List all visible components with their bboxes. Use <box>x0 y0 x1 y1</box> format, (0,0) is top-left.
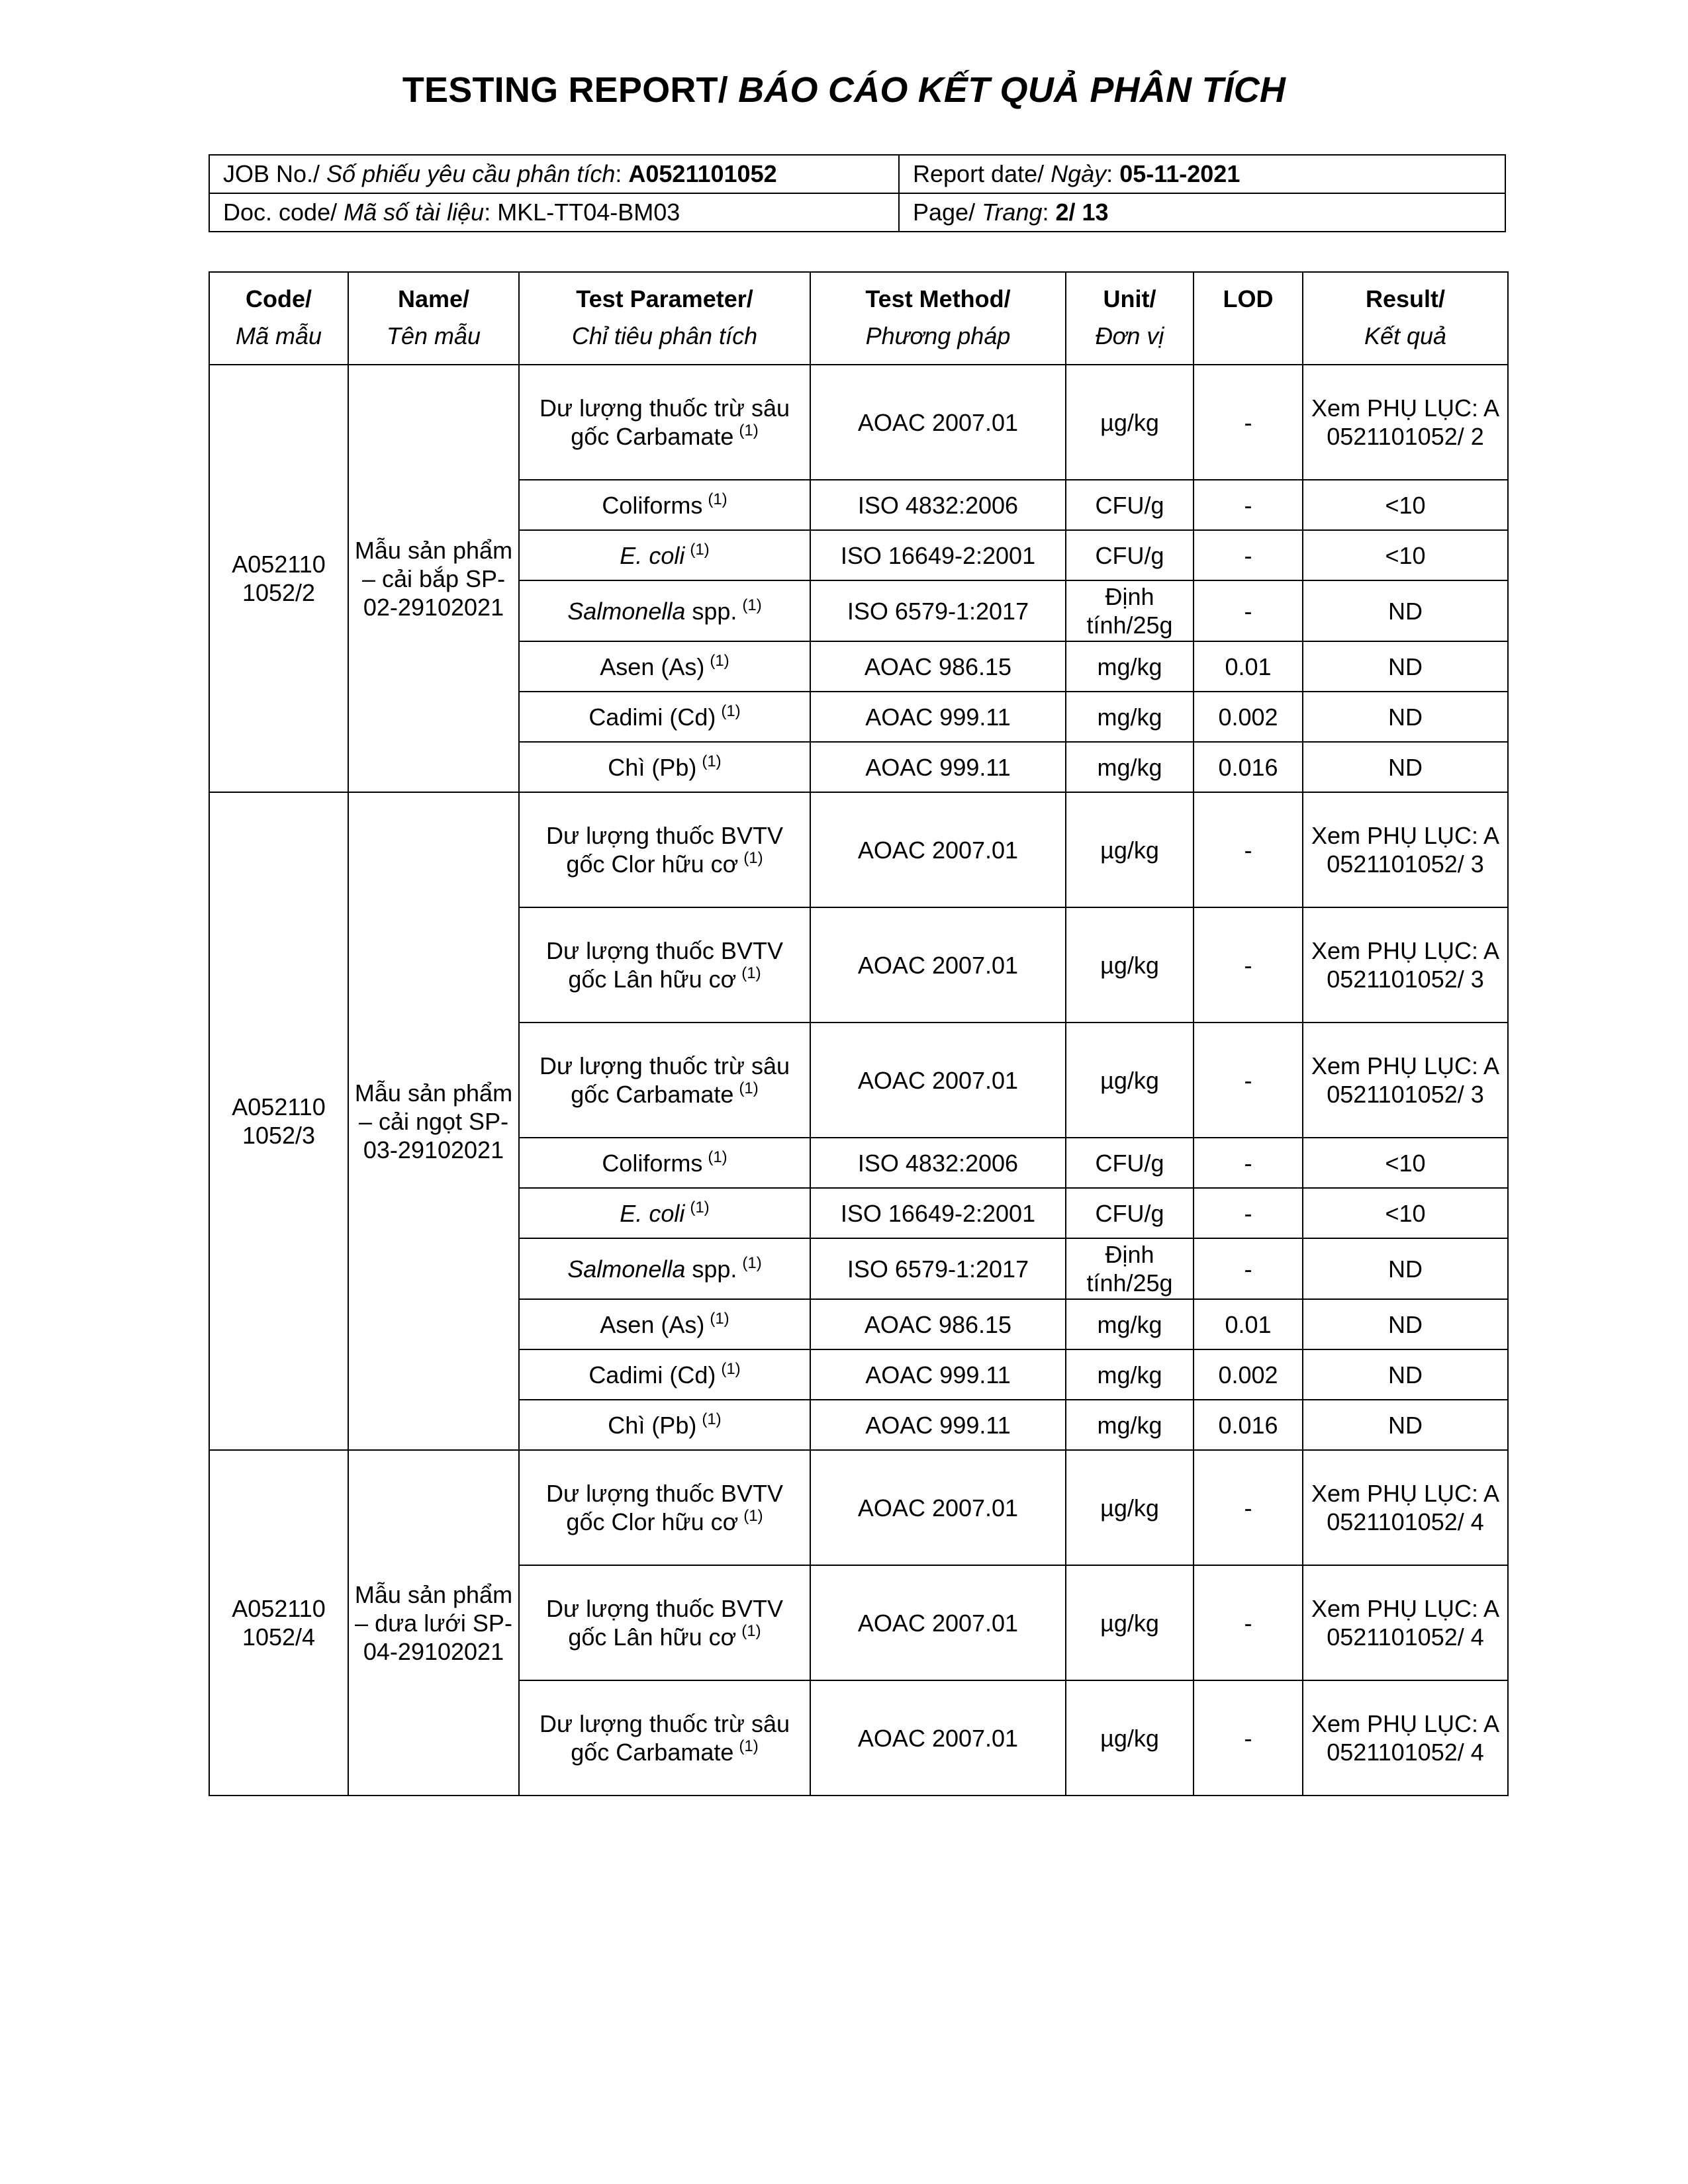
header-param-en: Test Parameter/ <box>576 285 753 312</box>
test-parameter-cell <box>519 530 810 580</box>
result: <10 <box>1385 541 1426 569</box>
header-result-vn: Kết quả <box>1364 322 1447 349</box>
job-no-value: A0521101052 <box>628 160 777 187</box>
header-unit <box>1066 272 1194 365</box>
job-no-label: JOB No./ <box>223 160 327 187</box>
results-body <box>209 365 1508 1796</box>
test-parameter-cell <box>519 692 810 742</box>
test-method-cell <box>810 1349 1066 1400</box>
unit: mg/kg <box>1097 1310 1162 1338</box>
report-date-value: 05-11-2021 <box>1119 160 1241 187</box>
unit-cell <box>1066 907 1194 1023</box>
lod-cell <box>1194 792 1303 907</box>
report-title <box>0 69 1688 111</box>
result: Xem PHỤ LỤC: A0521101052/ 3 <box>1311 937 1500 993</box>
lod: 0.002 <box>1218 1361 1278 1388</box>
unit: mg/kg <box>1097 653 1162 680</box>
lod: 0.002 <box>1218 703 1278 731</box>
test-parameter-cell <box>519 580 810 641</box>
unit: µg/kg <box>1100 1724 1159 1752</box>
report-date-cell: Report date/ Ngày: 05-11-2021 <box>899 155 1505 193</box>
results-header-row <box>209 272 1508 365</box>
test-parameter: Cadimi (Cd) <box>588 703 716 731</box>
test-method: ISO 16649-2:2001 <box>840 1199 1036 1227</box>
doc-code-value: MKL-TT04-BM03 <box>497 199 680 226</box>
result-cell <box>1303 530 1508 580</box>
unit: Định tính/25g <box>1086 583 1173 639</box>
test-method: AOAC 2007.01 <box>857 951 1019 979</box>
test-method: AOAC 2007.01 <box>857 1724 1019 1752</box>
header-lod-en: LOD <box>1223 285 1274 312</box>
test-parameter: Cadimi (Cd) <box>588 1361 716 1388</box>
footnote-mark: (1) <box>690 1198 710 1216</box>
sample-name: Mẫu sản phẩm – cải bắp SP-02-29102021 <box>354 536 513 621</box>
unit-cell <box>1066 530 1194 580</box>
footnote-mark: (1) <box>708 490 727 508</box>
lod-cell <box>1194 1299 1303 1349</box>
unit: µg/kg <box>1100 1494 1159 1522</box>
unit: CFU/g <box>1095 541 1164 569</box>
unit-cell <box>1066 1565 1194 1680</box>
test-method: AOAC 999.11 <box>865 703 1011 731</box>
lod-cell <box>1194 1238 1303 1299</box>
lod-cell <box>1194 1138 1303 1188</box>
table-row <box>209 792 1508 907</box>
result: ND <box>1388 1361 1423 1388</box>
lod: 0.01 <box>1225 653 1272 680</box>
result-cell <box>1303 1400 1508 1450</box>
job-no-cell: JOB No./ Số phiếu yêu cầu phân tích: A0521101052 <box>209 155 899 193</box>
footnote-mark: (1) <box>742 1253 762 1272</box>
table-row <box>209 365 1508 480</box>
lod-cell <box>1194 1450 1303 1565</box>
test-parameter: Dư lượng thuốc trừ sâu gốc Carbamate <box>539 1710 790 1766</box>
unit-cell <box>1066 641 1194 692</box>
test-parameter: Dư lượng thuốc BVTV gốc Lân hữu cơ <box>546 1595 783 1651</box>
footnote-mark: (1) <box>721 702 741 720</box>
test-method: ISO 4832:2006 <box>857 491 1019 519</box>
test-parameter: Salmonella spp. <box>567 1255 737 1283</box>
lod: - <box>1244 408 1252 436</box>
lod-cell <box>1194 1680 1303 1796</box>
test-method-cell <box>810 742 1066 792</box>
test-method-cell <box>810 1188 1066 1238</box>
test-parameter: Coliforms <box>602 491 703 519</box>
result-cell <box>1303 1450 1508 1565</box>
result: <10 <box>1385 491 1426 519</box>
sample-code-cell <box>209 792 348 1450</box>
page-label: Page/ <box>913 199 982 226</box>
test-parameter: E. coli <box>620 1199 685 1227</box>
lod-cell <box>1194 1400 1303 1450</box>
unit: CFU/g <box>1095 1149 1164 1177</box>
header-name-vn: Tên mẫu <box>386 322 481 349</box>
header-name <box>348 272 519 365</box>
unit-cell <box>1066 742 1194 792</box>
result-cell <box>1303 1023 1508 1138</box>
test-method: AOAC 2007.01 <box>857 1066 1019 1094</box>
info-row-1 <box>209 155 1505 193</box>
test-method-cell <box>810 1023 1066 1138</box>
unit-cell <box>1066 480 1194 530</box>
lod-cell <box>1194 480 1303 530</box>
result-cell <box>1303 1565 1508 1680</box>
result-cell <box>1303 742 1508 792</box>
report-date-label-vn: Ngày <box>1051 160 1107 187</box>
lod-cell <box>1194 1349 1303 1400</box>
test-method-cell <box>810 1299 1066 1349</box>
sample-code: A052110 1052/3 <box>232 1093 326 1149</box>
table-row <box>209 1450 1508 1565</box>
lod-cell <box>1194 1565 1303 1680</box>
result: Xem PHỤ LỤC: A0521101052/ 4 <box>1311 1595 1500 1651</box>
lod-cell <box>1194 907 1303 1023</box>
lod-cell <box>1194 530 1303 580</box>
lod-cell <box>1194 641 1303 692</box>
header-result-en: Result/ <box>1365 285 1446 312</box>
unit-cell <box>1066 1238 1194 1299</box>
test-method: AOAC 986.15 <box>864 653 1012 680</box>
lod: - <box>1244 1066 1252 1094</box>
unit: CFU/g <box>1095 1199 1164 1227</box>
test-parameter-cell <box>519 1680 810 1796</box>
unit-cell <box>1066 365 1194 480</box>
lod-cell <box>1194 1188 1303 1238</box>
footnote-mark: (1) <box>702 1410 722 1428</box>
report-date-label: Report date/ <box>913 160 1051 187</box>
test-method-cell <box>810 1680 1066 1796</box>
test-method: AOAC 999.11 <box>865 1361 1011 1388</box>
unit: µg/kg <box>1100 1609 1159 1637</box>
test-parameter: Chì (Pb) <box>608 1411 697 1439</box>
footnote-mark: (1) <box>743 849 763 867</box>
result-cell <box>1303 580 1508 641</box>
result: Xem PHỤ LỤC: A0521101052/ 4 <box>1311 1710 1500 1766</box>
test-method-cell <box>810 792 1066 907</box>
test-parameter-cell <box>519 1450 810 1565</box>
result-cell <box>1303 1349 1508 1400</box>
result-cell <box>1303 365 1508 480</box>
result-cell <box>1303 1238 1508 1299</box>
test-method-cell <box>810 580 1066 641</box>
test-parameter: Asen (As) <box>600 653 705 680</box>
unit: µg/kg <box>1100 408 1159 436</box>
lod: - <box>1244 491 1252 519</box>
footnote-mark: (1) <box>739 422 759 439</box>
doc-code-cell: Doc. code/ Mã số tài liệu: MKL-TT04-BM03 <box>209 193 899 232</box>
test-method-cell <box>810 641 1066 692</box>
doc-code-label-vn: Mã số tài liệu <box>344 199 485 226</box>
unit: CFU/g <box>1095 491 1164 519</box>
result: Xem PHỤ LỤC: A0521101052/ 2 <box>1311 394 1500 450</box>
test-parameter-cell <box>519 365 810 480</box>
test-parameter: Dư lượng thuốc BVTV gốc Clor hữu cơ <box>546 822 783 878</box>
result-cell <box>1303 907 1508 1023</box>
result: Xem PHỤ LỤC: A0521101052/ 3 <box>1311 1052 1500 1108</box>
lod: - <box>1244 951 1252 979</box>
unit-cell <box>1066 1023 1194 1138</box>
test-parameter-cell <box>519 1299 810 1349</box>
result: ND <box>1388 597 1423 625</box>
test-method: AOAC 986.15 <box>864 1310 1012 1338</box>
result-cell <box>1303 480 1508 530</box>
lod: - <box>1244 1199 1252 1227</box>
unit: Định tính/25g <box>1086 1241 1173 1297</box>
page-value: 2/ 13 <box>1055 199 1109 226</box>
footnote-mark: (1) <box>742 596 762 614</box>
result: Xem PHỤ LỤC: A0521101052/ 3 <box>1311 822 1500 878</box>
lod: 0.016 <box>1218 753 1278 781</box>
header-param <box>519 272 810 365</box>
report-title-vn: BÁO CÁO KẾT QUẢ PHÂN TÍCH <box>738 70 1286 110</box>
sample-name-cell <box>348 1450 519 1796</box>
test-method: ISO 6579-1:2017 <box>847 597 1029 625</box>
unit-cell <box>1066 692 1194 742</box>
test-parameter: Chì (Pb) <box>608 753 697 781</box>
sample-name: Mẫu sản phẩm – cải ngọt SP-03-29102021 <box>354 1079 513 1163</box>
result: ND <box>1388 1411 1423 1439</box>
test-method: AOAC 999.11 <box>865 1411 1011 1439</box>
lod-cell <box>1194 365 1303 480</box>
result-cell <box>1303 641 1508 692</box>
test-method-cell <box>810 530 1066 580</box>
test-parameter: Salmonella spp. <box>567 597 737 625</box>
test-parameter-cell <box>519 1138 810 1188</box>
footnote-mark: (1) <box>739 1737 759 1755</box>
test-parameter-cell <box>519 641 810 692</box>
header-name-en: Name/ <box>397 285 470 312</box>
test-parameter-cell <box>519 907 810 1023</box>
unit: mg/kg <box>1097 1411 1162 1439</box>
sample-code-cell <box>209 365 348 792</box>
test-method-cell <box>810 365 1066 480</box>
test-method-cell <box>810 1450 1066 1565</box>
header-code <box>209 272 348 365</box>
sample-name-cell <box>348 792 519 1450</box>
result: <10 <box>1385 1199 1426 1227</box>
test-method: AOAC 2007.01 <box>857 836 1019 864</box>
result: ND <box>1388 653 1423 680</box>
test-method: AOAC 2007.01 <box>857 1494 1019 1522</box>
lod-cell <box>1194 580 1303 641</box>
header-code-en: Code/ <box>245 285 312 312</box>
test-parameter: Dư lượng thuốc BVTV gốc Clor hữu cơ <box>546 1480 783 1535</box>
result: ND <box>1388 703 1423 731</box>
footnote-mark: (1) <box>710 651 729 670</box>
lod-cell <box>1194 742 1303 792</box>
result-cell <box>1303 1680 1508 1796</box>
test-method: AOAC 2007.01 <box>857 408 1019 436</box>
page-label-vn: Trang <box>982 199 1043 226</box>
lod: - <box>1244 1255 1252 1283</box>
test-parameter-cell <box>519 1188 810 1238</box>
lod: - <box>1244 597 1252 625</box>
result-cell <box>1303 692 1508 742</box>
unit-cell <box>1066 1188 1194 1238</box>
test-method-cell <box>810 692 1066 742</box>
test-parameter-cell <box>519 1400 810 1450</box>
result: ND <box>1388 753 1423 781</box>
test-parameter: Asen (As) <box>600 1310 705 1338</box>
test-method-cell <box>810 1238 1066 1299</box>
footnote-mark: (1) <box>708 1148 727 1166</box>
unit-cell <box>1066 1400 1194 1450</box>
doc-code-label: Doc. code/ <box>223 199 344 226</box>
lod-cell <box>1194 692 1303 742</box>
test-method-cell <box>810 1565 1066 1680</box>
unit-cell <box>1066 1349 1194 1400</box>
header-code-vn: Mã mẫu <box>235 322 322 349</box>
lod: - <box>1244 1609 1252 1637</box>
result-cell <box>1303 1188 1508 1238</box>
unit: mg/kg <box>1097 1361 1162 1388</box>
header-method <box>810 272 1066 365</box>
test-parameter: E. coli <box>620 541 685 569</box>
lod-cell <box>1194 1023 1303 1138</box>
footnote-mark: (1) <box>739 1079 759 1097</box>
lod: - <box>1244 1149 1252 1177</box>
test-parameter: Dư lượng thuốc BVTV gốc Lân hữu cơ <box>546 937 783 993</box>
test-parameter-cell <box>519 792 810 907</box>
header-method-en: Test Method/ <box>865 285 1011 312</box>
unit-cell <box>1066 1299 1194 1349</box>
test-parameter-cell <box>519 1238 810 1299</box>
test-parameter: Dư lượng thuốc trừ sâu gốc Carbamate <box>539 1052 790 1108</box>
test-parameter: Dư lượng thuốc trừ sâu gốc Carbamate <box>539 394 790 450</box>
unit: µg/kg <box>1100 951 1159 979</box>
test-method-cell <box>810 1138 1066 1188</box>
lod: - <box>1244 836 1252 864</box>
test-parameter-cell <box>519 1349 810 1400</box>
test-parameter-cell <box>519 1565 810 1680</box>
test-method-cell <box>810 907 1066 1023</box>
unit-cell <box>1066 792 1194 907</box>
test-method-cell <box>810 480 1066 530</box>
footnote-mark: (1) <box>702 752 722 770</box>
header-unit-en: Unit/ <box>1103 285 1156 312</box>
footnote-mark: (1) <box>721 1359 741 1378</box>
unit: µg/kg <box>1100 836 1159 864</box>
header-lod <box>1194 272 1303 365</box>
report-title-en: TESTING REPORT/ <box>402 70 739 110</box>
unit-cell <box>1066 580 1194 641</box>
sample-code-cell <box>209 1450 348 1796</box>
result-cell <box>1303 792 1508 907</box>
test-parameter-cell <box>519 742 810 792</box>
unit-cell <box>1066 1680 1194 1796</box>
unit-cell <box>1066 1138 1194 1188</box>
test-method: AOAC 2007.01 <box>857 1609 1019 1637</box>
lod: - <box>1244 1724 1252 1752</box>
results-table <box>209 271 1509 1796</box>
header-result <box>1303 272 1508 365</box>
sample-name-cell <box>348 365 519 792</box>
test-method-cell <box>810 1400 1066 1450</box>
lod: 0.01 <box>1225 1310 1272 1338</box>
lod: - <box>1244 1494 1252 1522</box>
footnote-mark: (1) <box>710 1309 729 1328</box>
sample-code: A052110 1052/4 <box>232 1595 326 1651</box>
test-parameter-cell <box>519 480 810 530</box>
test-method: ISO 4832:2006 <box>857 1149 1019 1177</box>
test-parameter: Coliforms <box>602 1149 703 1177</box>
footnote-mark: (1) <box>741 1622 761 1640</box>
report-info-table <box>209 154 1506 232</box>
header-unit-vn: Đơn vị <box>1095 322 1164 349</box>
result: ND <box>1388 1255 1423 1283</box>
footnote-mark: (1) <box>743 1507 763 1525</box>
lod: - <box>1244 541 1252 569</box>
result-cell <box>1303 1138 1508 1188</box>
unit: mg/kg <box>1097 753 1162 781</box>
result-cell <box>1303 1299 1508 1349</box>
test-method: ISO 6579-1:2017 <box>847 1255 1029 1283</box>
test-method: ISO 16649-2:2001 <box>840 541 1036 569</box>
unit-cell <box>1066 1450 1194 1565</box>
result: ND <box>1388 1310 1423 1338</box>
result: Xem PHỤ LỤC: A0521101052/ 4 <box>1311 1480 1500 1535</box>
info-row-2 <box>209 193 1505 232</box>
lod: 0.016 <box>1218 1411 1278 1439</box>
result: <10 <box>1385 1149 1426 1177</box>
test-parameter-cell <box>519 1023 810 1138</box>
footnote-mark: (1) <box>690 540 710 559</box>
job-no-label-vn: Số phiếu yêu cầu phân tích <box>326 160 616 187</box>
sample-name: Mẫu sản phẩm – dưa lưới SP-04-29102021 <box>354 1580 513 1665</box>
footnote-mark: (1) <box>741 964 761 982</box>
unit: µg/kg <box>1100 1066 1159 1094</box>
unit: mg/kg <box>1097 703 1162 731</box>
page-cell: Page/ Trang: 2/ 13 <box>899 193 1505 232</box>
sample-code: A052110 1052/2 <box>232 551 326 606</box>
test-method: AOAC 999.11 <box>865 753 1011 781</box>
header-method-vn: Phương pháp <box>865 322 1011 349</box>
header-param-vn: Chỉ tiêu phân tích <box>571 322 758 349</box>
